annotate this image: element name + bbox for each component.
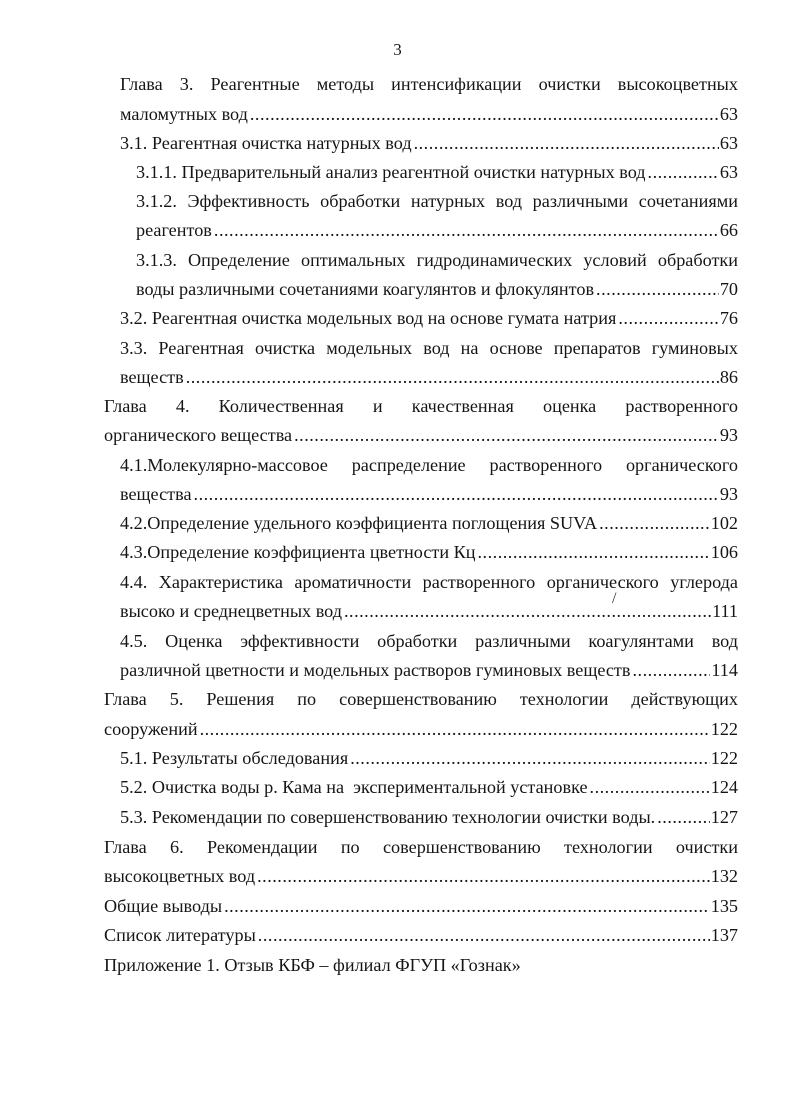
dot-leader [257, 864, 710, 888]
toc-s3-1-1-entry[interactable] [136, 160, 738, 184]
toc-s3-1-2-page: 66 [719, 220, 738, 240]
dot-leader [224, 894, 710, 918]
toc-s4-2-title: 4.2.Определение удельного коэффициента поглощения SUVA [120, 513, 598, 533]
dot-leader [618, 306, 718, 330]
toc-s4-4-entry[interactable] [120, 599, 738, 623]
toc-s4-3-title: 4.3.Определение коэффициента цветности Кц [120, 542, 476, 562]
dot-leader [250, 102, 719, 126]
toc-s3-2-page: 76 [719, 308, 738, 328]
toc-s4-5-title-line1: 4.5. Оценка эффективности обработки различными коагулянтами вод [120, 631, 738, 651]
dot-leader [599, 511, 710, 535]
dot-leader [632, 658, 710, 682]
toc-s5-1-title: 5.1. Результаты обследования [120, 748, 349, 768]
toc-s3-1-3-entry[interactable] [136, 277, 738, 301]
toc-s4-1-page: 93 [719, 484, 738, 504]
toc-ch3-page: 63 [719, 104, 738, 124]
dot-leader [258, 923, 710, 947]
toc-s5-3-page: 127 [710, 807, 738, 827]
toc-ch5-title-line2: сооружений [104, 719, 198, 739]
toc-s3-1-3-title-line1: 3.1.3. Определение оптимальных гидродинамических условий обработки [136, 250, 738, 270]
toc-s5-2-page: 124 [710, 777, 738, 797]
toc-s4-1-title-line1: 4.1.Молекулярно-массовое распределение растворенного органического [120, 455, 738, 475]
toc-ch6-title-line1: Глава 6. Рекомендации по совершенствованию технологии очистки [104, 837, 738, 857]
toc-s4-3-page: 106 [710, 542, 738, 562]
dot-leader [414, 131, 719, 155]
toc-references-title: Список литературы [104, 925, 256, 945]
toc-s3-3-entry[interactable] [120, 365, 738, 389]
toc-s5-1-page: 122 [710, 748, 738, 768]
dot-leader [294, 423, 719, 447]
toc-s3-1-1-title: 3.1.1. Предварительный анализ реагентной очистки натурных вод [136, 162, 646, 182]
toc-references-page: 137 [710, 925, 738, 945]
toc-conclusions-title: Общие выводы [104, 896, 223, 916]
toc-ch4-entry[interactable] [104, 423, 738, 447]
dot-leader [648, 160, 719, 184]
scan-mark: / [612, 590, 617, 607]
toc-s3-1-2-entry[interactable] [136, 218, 738, 242]
dot-leader [657, 805, 710, 829]
toc-ch5-entry[interactable] [104, 717, 738, 741]
toc-ch3-title-line1: Глава 3. Реагентные методы интенсификации очистки высокоцветных [120, 74, 738, 94]
toc-ch6-page: 132 [710, 866, 738, 886]
toc-s5-2-entry[interactable] [120, 775, 738, 799]
toc-appendix1-title[interactable]: Приложение 1. Отзыв КБФ – филиал ФГУП «Гознак» [104, 955, 521, 975]
toc-ch4-title-line2: органического вещества [104, 425, 293, 445]
dot-leader [344, 599, 711, 623]
toc-s5-3-entry[interactable] [120, 805, 738, 829]
toc-s3-2-title: 3.2. Реагентная очистка модельных вод на основе гумата натрия [120, 308, 617, 328]
toc-ch6-title-line2: высокоцветных вод [104, 866, 256, 886]
toc-s3-3-page: 86 [719, 367, 738, 387]
toc-s4-1-entry[interactable] [120, 482, 738, 506]
toc-s5-3-title: 5.3. Рекомендации по совершенствованию технологии очистки воды. [120, 807, 656, 827]
dot-leader [478, 540, 710, 564]
toc-s4-2-entry[interactable] [120, 511, 738, 535]
toc-s3-1-3-page: 70 [719, 279, 738, 299]
dot-leader [186, 365, 719, 389]
dot-leader [200, 717, 710, 741]
toc-s4-3-entry[interactable] [120, 540, 738, 564]
toc-ch3-title-line2: маломутных вод [120, 104, 248, 124]
toc-s4-4-page: 111 [712, 601, 738, 621]
dot-leader [194, 482, 719, 506]
toc-s5-1-entry[interactable] [120, 746, 738, 770]
toc-s3-1-title: 3.1. Реагентная очистка натурных вод [120, 133, 412, 153]
toc-references-entry[interactable] [104, 923, 738, 947]
dot-leader [350, 746, 710, 770]
toc-s4-2-page: 102 [710, 513, 738, 533]
toc-ch6-entry[interactable] [104, 864, 738, 888]
toc-ch5-page: 122 [710, 719, 738, 739]
toc-conclusions-entry[interactable] [104, 894, 738, 918]
toc-ch3-entry[interactable] [120, 102, 738, 126]
toc-s3-1-2-title-line1: 3.1.2. Эффективность обработки натурных вод различными сочетаниями [136, 191, 738, 211]
toc-s4-4-title-line2: высоко и среднецветных вод [120, 601, 342, 621]
toc-s4-4-title-line1: 4.4. Характеристика ароматичности растворенного органического углерода [120, 572, 738, 592]
page-number: 3 [393, 40, 402, 59]
toc-s3-1-entry[interactable] [120, 131, 738, 155]
toc-s4-5-title-line2: различной цветности и модельных растворов гуминовых веществ [120, 660, 631, 680]
toc-s3-2-entry[interactable] [120, 306, 738, 330]
toc-s3-3-title-line1: 3.3. Реагентная очистка модельных вод на основе препаратов гуминовых [120, 338, 738, 358]
toc-s4-5-entry[interactable] [120, 658, 738, 682]
toc-s3-1-3-title-line2: воды различными сочетаниями коагулянтов и флокулянтов [136, 279, 595, 299]
dot-leader [590, 775, 710, 799]
toc-ch5-title-line1: Глава 5. Решения по совершенствованию технологии действующих [104, 689, 738, 709]
toc-ch4-title-line1: Глава 4. Количественная и качественная оценка растворенного [104, 396, 738, 416]
toc-s4-5-page: 114 [711, 660, 738, 680]
toc-conclusions-page: 135 [710, 896, 738, 916]
dot-leader [596, 277, 719, 301]
toc-s3-1-page: 63 [719, 133, 738, 153]
toc-s3-1-1-page: 63 [719, 162, 738, 182]
toc-s3-1-2-title-line2: реагентов [136, 220, 212, 240]
toc-s3-3-title-line2: веществ [120, 367, 184, 387]
toc-s4-1-title-line2: вещества [120, 484, 192, 504]
toc-ch4-page: 93 [719, 425, 738, 445]
dot-leader [214, 218, 719, 242]
toc-s5-2-title: 5.2. Очистка воды р. Кама на экспериментальной установке [120, 777, 588, 797]
